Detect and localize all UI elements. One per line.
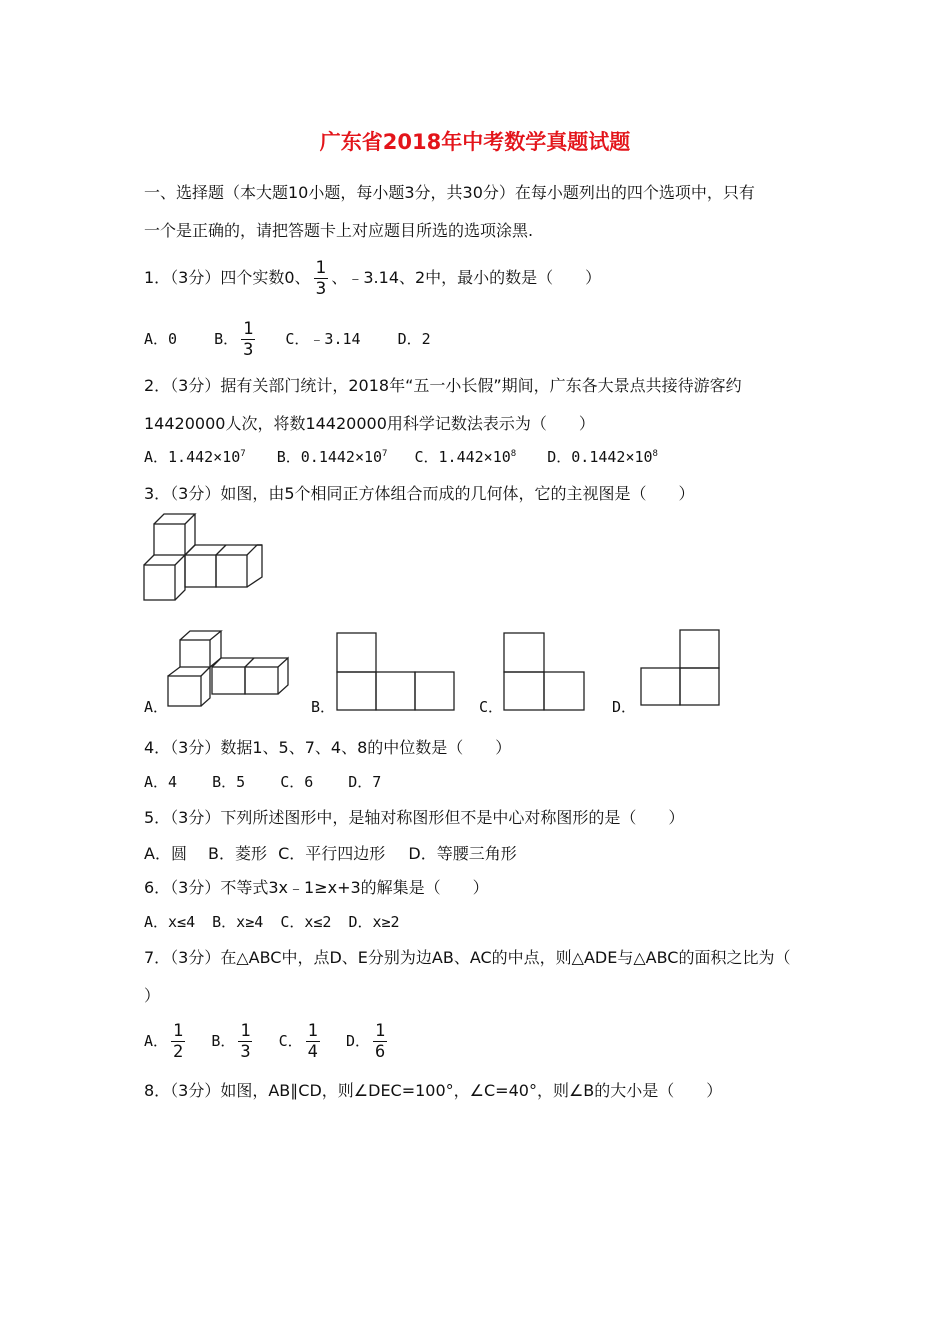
q1-prefix: 1．（3分）四个实数0、 [144,268,311,287]
q1-fraction [314,258,329,299]
q7-options [144,1018,390,1063]
q2-options [144,446,658,467]
q7-option-a: A． $\frac{1}{2}$ [144,1020,184,1062]
question-8: 8．（3分）如图，AB∥CD，则∠DEC=100°，∠C=40°，则∠B的大小是（ ） [144,1081,723,1100]
question-2-line2: 14420000人次，将数14420000用科学记数法表示为（ ） [144,414,595,433]
q5-option-c: C．平行四边形 [278,844,386,863]
q3-label-a: A． [144,698,169,716]
q7-option-d: D． $\frac{1}{6}$ [345,1020,386,1062]
q4-option-c: C．6 [280,773,314,791]
q2-option-a: A．$1.442\times 10^7$ [144,448,246,466]
q3-solid-figure [142,509,266,604]
q5-option-d: D．等腰三角形 [408,844,517,863]
q3-label-b: B． [311,698,336,716]
section-instructions-line2: 一个是正确的，请把答题卡上对应题目所选的选项涂黑. [144,221,534,240]
q1-option-b [214,317,258,361]
question-2-line1: 2．（3分）据有关部门统计，2018年“五一小长假”期间，广东各大景点共接待游客约 [144,376,742,395]
q1-suffix: 、﹣3.14、2中，最小的数是（ ） [331,268,602,287]
q3-option-c-figure [501,630,589,712]
q5-options [144,841,517,864]
q1-option-c: C．﹣3.14 [285,329,361,348]
q3-label-d: D． [612,698,637,716]
q1-frac-num: 1 [315,258,327,278]
q4-option-b: B．5 [212,773,246,791]
question-7-line2: ） [144,986,161,1005]
q5-option-a: A．圆 [144,844,187,863]
q6-options [144,911,400,932]
q4-option-a: A．4 [144,773,178,791]
q2-option-b: B．$0.1442\times 10^7$ [276,448,388,466]
q3-label-c: C． [479,698,504,716]
q4-options [144,771,381,792]
q3-option-d-figure [638,627,724,709]
q6-option-b: B．x≥4 [212,913,264,931]
q3-option-b-figure [334,630,458,712]
q4-option-d: D．7 [348,773,382,791]
q7-option-c: C． $\frac{1}{4}$ [278,1020,318,1062]
q1-option-a: A．0 [144,329,178,348]
q7-option-b: B． $\frac{1}{3}$ [211,1020,251,1062]
page-title: 广东省2018年中考数学真题试题 [319,130,631,154]
q1-frac-den: 3 [315,279,327,299]
q3-option-a-figure [165,628,295,710]
q6-option-d: D．x≥2 [348,913,400,931]
q1-option-b-den: 3 [243,339,254,360]
q2-option-d: D．$0.1442\times 10^8$ [547,448,658,466]
q1-options [144,316,431,361]
q1-option-b-label: B． [214,329,239,348]
question-6: 6．（3分）不等式3x﹣1≥x+3的解集是（ ） [144,878,489,897]
q1-option-b-num: 1 [243,318,254,339]
section-instructions-line1: 一、选择题（本大题10小题，每小题3分，共30分）在每小题列出的四个选项中，只有 [144,183,755,202]
q6-option-a: A．x≤4 [144,913,196,931]
q5-option-b: B．菱形 [208,844,268,863]
question-3: 3．（3分）如图，由5个相同正方体组合而成的几何体，它的主视图是（ ） [144,484,695,503]
question-7-line1: 7．（3分）在△ABC中，点D、E分别为边AB、AC的中点，则△ADE与△ABC的面积之比为（ [144,948,791,967]
question-1 [144,256,601,300]
q1-option-d: D．2 [397,329,431,348]
question-4: 4．（3分）数据1、5、7、4、8的中位数是（ ） [144,738,512,757]
question-5: 5．（3分）下列所述图形中，是轴对称图形但不是中心对称图形的是（ ） [144,808,685,827]
q2-option-c: C．$1.442\times 10^8$ [414,448,517,466]
q6-option-c: C．x≤2 [280,913,332,931]
